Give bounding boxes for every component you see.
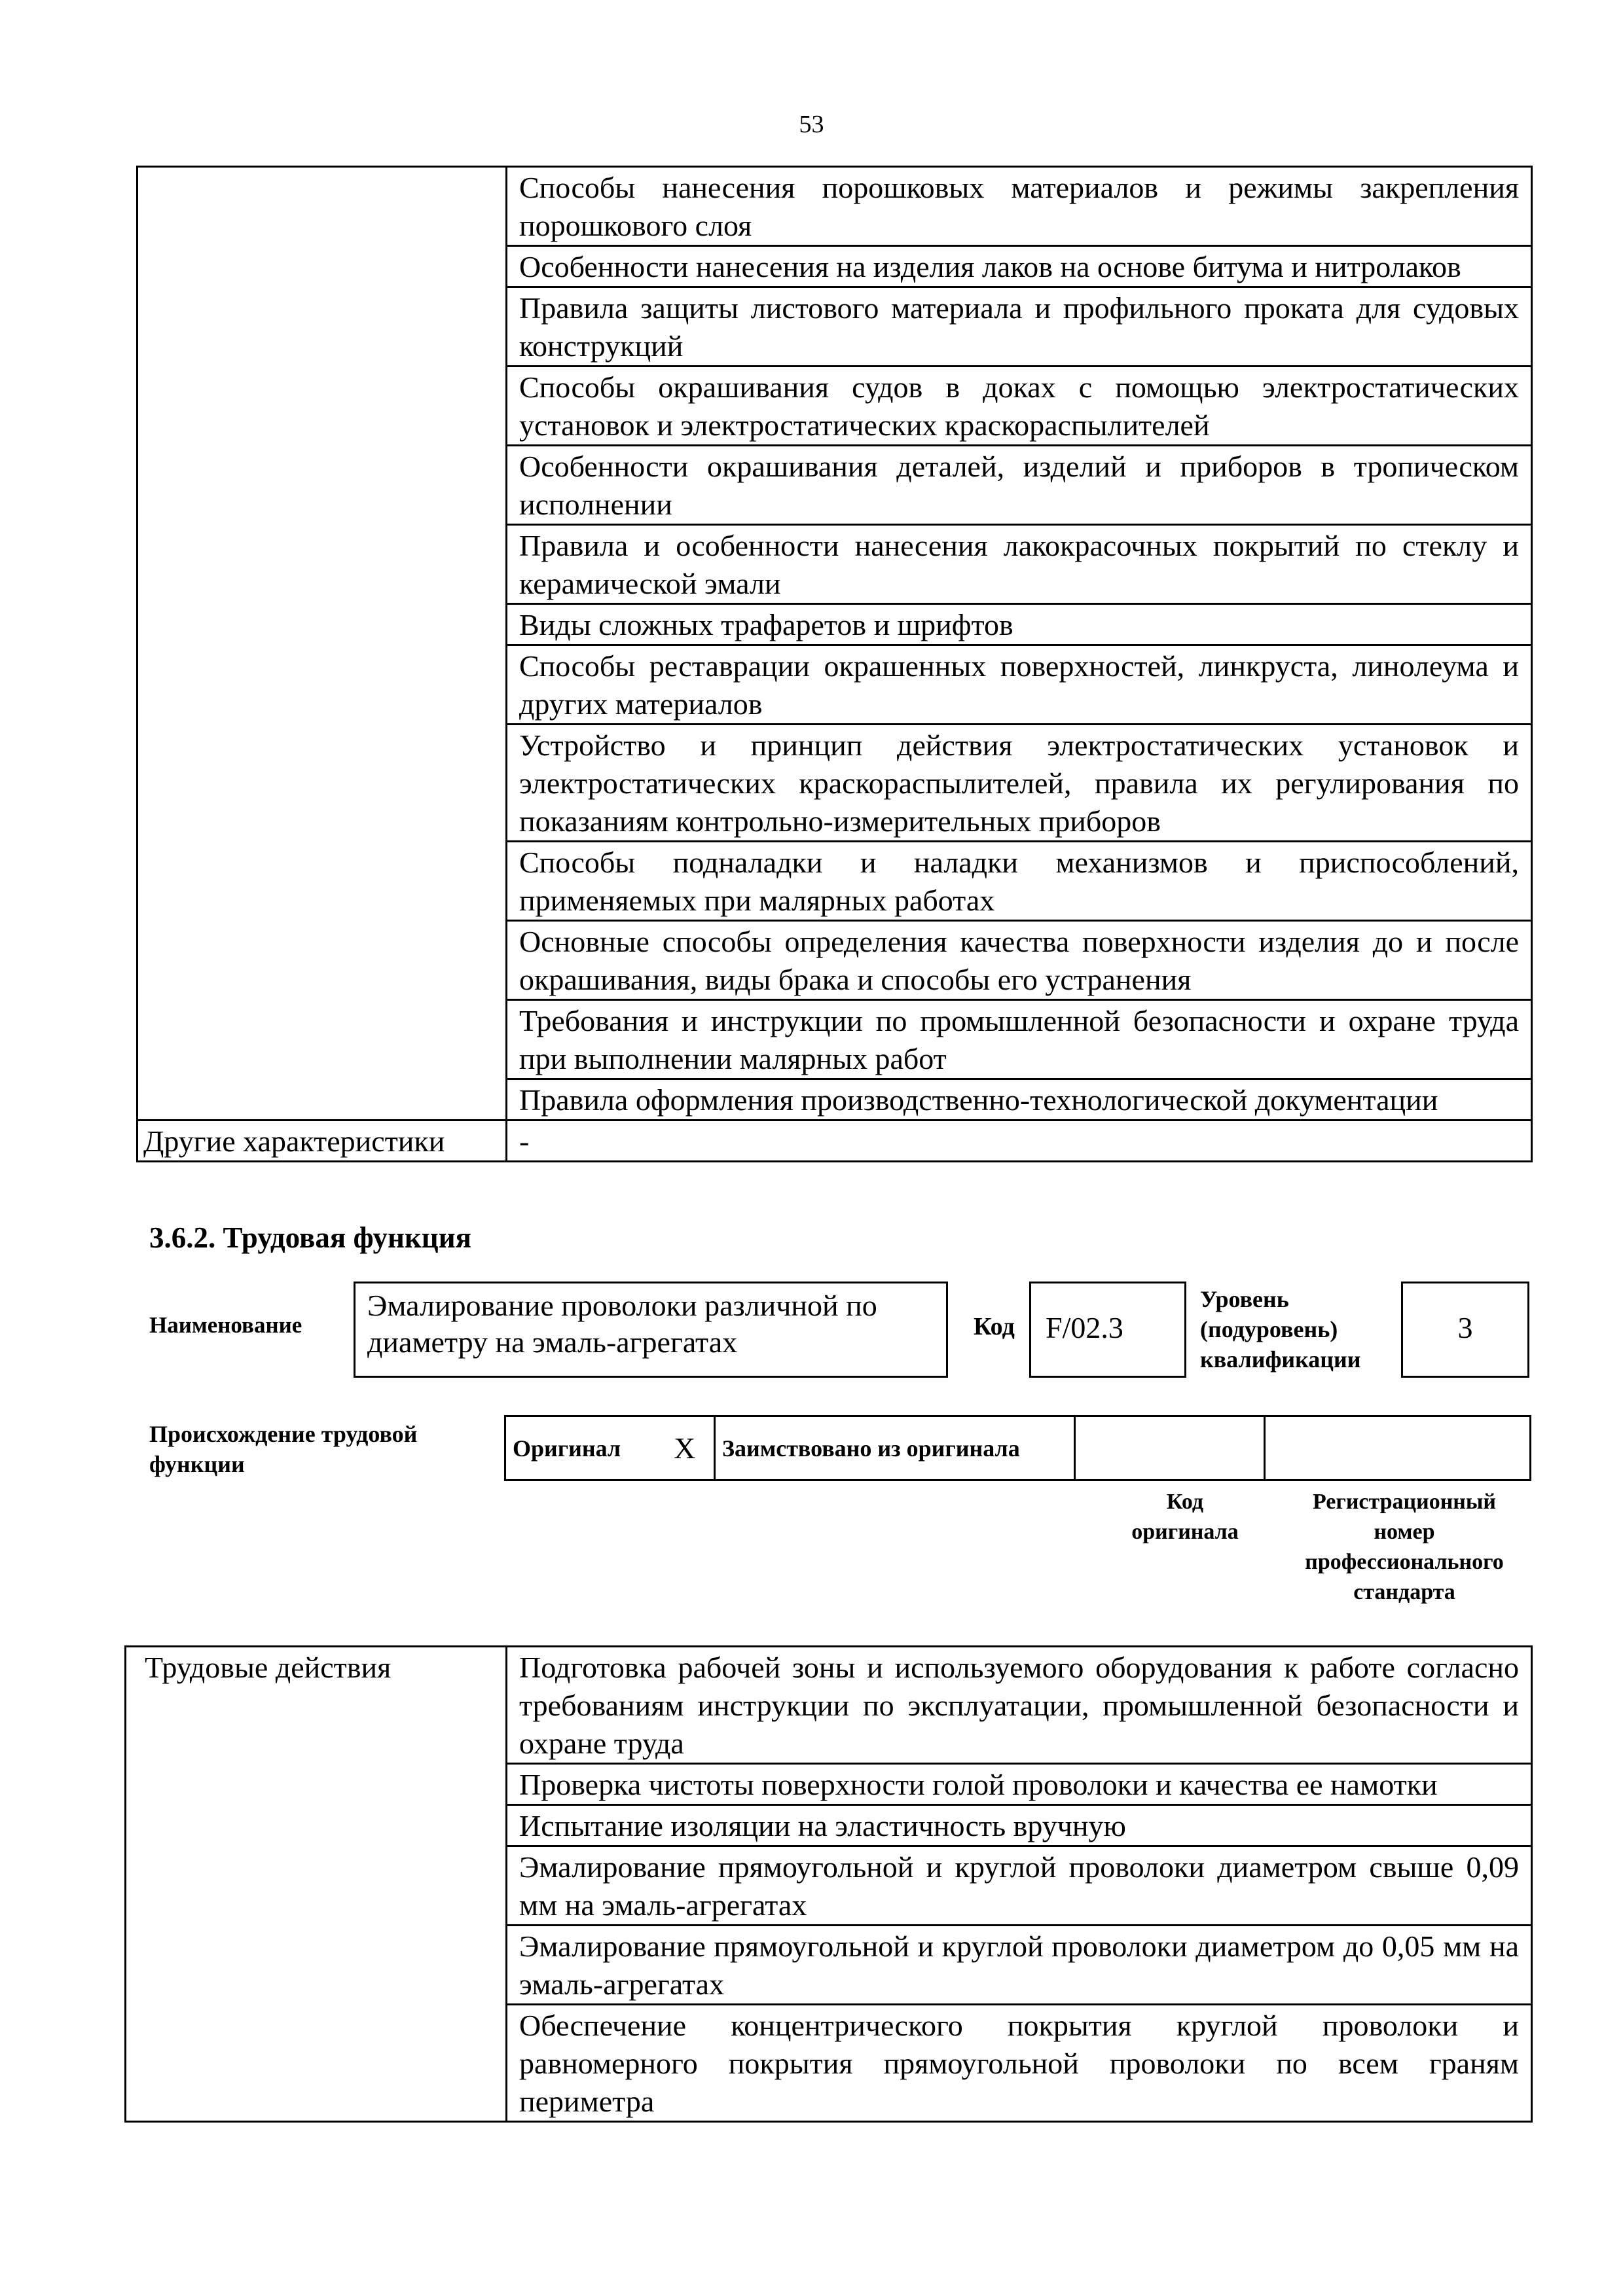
function-name-box: Эмалирование проволоки различной по диаметру на эмаль-агрегатах (354, 1282, 948, 1378)
origin-table (504, 1415, 1531, 1481)
knowledge-item: Особенности окрашивания деталей, изделий и приборов в тропическом исполнении (507, 446, 1532, 525)
original-label: Оригинал (505, 1416, 656, 1480)
knowledge-item: Особенности нанесения на изделия лаков на основе битума и нитролаков (507, 246, 1532, 287)
labor-action-item: Проверка чистоты поверхности голой проволоки и качества ее намотки (507, 1764, 1532, 1805)
knowledge-item: Способы подналадки и наладки механизмов и приспособлений, применяемых при малярных работах (507, 842, 1532, 921)
level-label-line: (подуровень) (1200, 1316, 1338, 1342)
origin-label-line: Происхождение трудовой (149, 1421, 418, 1447)
caption-line: Регистрационный (1312, 1490, 1497, 1514)
original-code-caption (1087, 1487, 1283, 1547)
original-code-cell (1075, 1416, 1265, 1480)
table-row (126, 1647, 1532, 1764)
labor-action-item: Испытание изоляции на эластичность вручную (507, 1805, 1532, 1846)
knowledge-item: Правила и особенности нанесения лакокрасочных покрытий по стеклу и керамической эмали (507, 525, 1532, 604)
knowledge-item: Способы реставрации окрашенных поверхностей, линкруста, линолеума и других материалов (507, 645, 1532, 725)
caption-line: номер (1374, 1520, 1435, 1544)
labor-action-item: Эмалирование прямоугольной и круглой проволоки диаметром свыше 0,09 мм на эмаль-агрегатах (507, 1846, 1532, 1926)
other-characteristics-label: Другие характеристики (137, 1121, 507, 1162)
labor-actions-table (124, 1645, 1533, 2123)
caption-line: профессионального (1305, 1550, 1504, 1574)
labor-action-item: Подготовка рабочей зоны и используемого оборудования к работе согласно требованиям инструкции по эксплуатации, промышленной безопасности и охране труда (507, 1647, 1532, 1764)
labor-action-item: Обеспечение концентрического покрытия круглой проволоки и равномерного покрытия прямоугольной проволоки по всем граням периметра (507, 2005, 1532, 2122)
registration-number-caption (1273, 1487, 1535, 1607)
knowledge-item: Основные способы определения качества поверхности изделия до и после окрашивания, виды брака и способы его устранения (507, 921, 1532, 1000)
table-row (137, 167, 1532, 246)
knowledge-item: Виды сложных трафаретов и шрифтов (507, 604, 1532, 645)
origin-label (149, 1419, 417, 1479)
qualification-level-label (1200, 1284, 1361, 1374)
caption-line: Код (1166, 1490, 1204, 1514)
knowledge-item: Способы нанесения порошковых материалов и режимы закрепления порошкового слоя (507, 167, 1532, 246)
name-label: Наименование (149, 1312, 302, 1338)
borrowed-label: Заимствовано из оригинала (715, 1416, 1075, 1480)
caption-line: оригинала (1131, 1520, 1239, 1544)
knowledge-label-cell (137, 167, 507, 1121)
knowledge-table (136, 166, 1533, 1162)
level-label-line: квалификации (1200, 1346, 1361, 1372)
section-title: 3.6.2. Трудовая функция (149, 1221, 472, 1254)
knowledge-item: Правила оформления производственно-технологической документации (507, 1079, 1532, 1121)
code-label: Код (974, 1313, 1015, 1340)
labor-action-item: Эмалирование прямоугольной и круглой проволоки диаметром до 0,05 мм на эмаль-агрегатах (507, 1926, 1532, 2005)
level-label-line: Уровень (1200, 1286, 1289, 1312)
qualification-level-box: 3 (1401, 1282, 1529, 1378)
table-row (137, 1121, 1532, 1162)
knowledge-item: Правила защиты листового материала и профильного проката для судовых конструкций (507, 287, 1532, 367)
labor-actions-label: Трудовые действия (126, 1647, 507, 2122)
registration-number-cell (1265, 1416, 1531, 1480)
table-row (505, 1416, 1531, 1480)
function-code-box: F/02.3 (1029, 1282, 1186, 1378)
caption-line: стандарта (1353, 1580, 1455, 1604)
knowledge-item: Устройство и принцип действия электростатических установок и электростатических краскораспылителей, правила их регулирования по показаниям контрольно-измерительных приборов (507, 725, 1532, 842)
knowledge-item: Требования и инструкции по промышленной безопасности и охране труда при выполнении малярных работ (507, 1000, 1532, 1079)
other-characteristics-value: - (507, 1121, 1532, 1162)
original-mark: X (656, 1416, 715, 1480)
knowledge-item: Способы окрашивания судов в доках с помощью электростатических установок и электростатических краскораспылителей (507, 367, 1532, 446)
origin-label-line: функции (149, 1451, 245, 1477)
page-number: 53 (799, 111, 824, 138)
